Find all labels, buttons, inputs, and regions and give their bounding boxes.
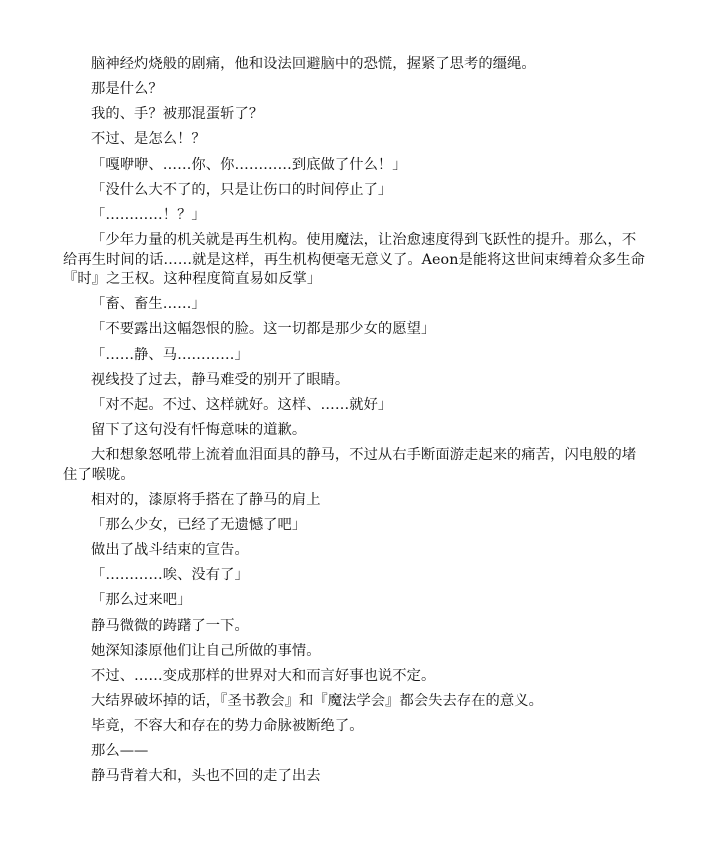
paragraph: 「对不起。不过、这样就好。这样、……就好」 xyxy=(91,396,393,413)
paragraph: 留下了这句没有忏悔意味的道歉。 xyxy=(91,422,307,439)
paragraph: 「畜、畜生……」 xyxy=(91,296,206,313)
paragraph: 她深知漆原他们让自己所做的事情。 xyxy=(91,642,321,659)
paragraph: 「嘎咿咿、……你、你…………到底做了什么！」 xyxy=(91,156,407,173)
paragraph: 「那么少女，已经了无遗憾了吧」 xyxy=(91,517,307,534)
paragraph: 视线投了过去，静马难受的别开了眼睛。 xyxy=(91,371,350,388)
paragraph: 「不要露出这幅怨恨的脸。这一切都是那少女的愿望」 xyxy=(91,321,436,338)
paragraph: 「那么过来吧」 xyxy=(91,592,192,609)
document-page xyxy=(63,55,648,793)
paragraph: 静马背着大和，头也不回的走了出去 xyxy=(91,768,321,785)
paragraph: 那么—— xyxy=(91,743,149,760)
paragraph: 「…………！？」 xyxy=(91,206,206,223)
paragraph: 大结界破坏掉的话，『圣书教会』和『魔法学会』都会失去存在的意义。 xyxy=(91,693,543,710)
paragraph: 「…………唉、没有了」 xyxy=(91,567,249,584)
paragraph: 做出了战斗结束的宣告。 xyxy=(91,542,249,559)
paragraph: 「没什么大不了的，只是让伤口的时间停止了」 xyxy=(91,181,393,198)
paragraph: 毕竟，不容大和存在的势力命脉被断绝了。 xyxy=(91,718,364,735)
paragraph: 相对的，漆原将手搭在了静马的肩上 xyxy=(91,491,321,508)
paragraph: 大和想象怒吼带上流着血泪面具的静马，不过从右手断面游走起来的痛苦，闪电般的堵住了喉咙。 xyxy=(63,447,637,483)
paragraph: 我的、手？被那混蛋斩了？ xyxy=(91,106,264,123)
paragraph: 脑神经灼烧般的剧痛，他和设法回避脑中的恐慌，握紧了思考的缰绳。 xyxy=(91,56,536,72)
paragraph: 静马微微的踌躇了一下。 xyxy=(91,617,249,634)
paragraph: 不过、……变成那样的世界对大和而言好事也说不定。 xyxy=(91,667,436,684)
paragraph: 「……静、马…………」 xyxy=(91,346,249,363)
paragraph: 那是什么？ xyxy=(91,81,163,98)
paragraph: 不过、是怎么！？ xyxy=(91,131,206,148)
paragraph: 「少年力量的机关就是再生机构。使用魔法，让治愈速度得到飞跃性的提升。那么，不给再生时间的话……就是这样，再生机构便毫无意义了。Aeon是能将这世间束缚着众多生命『时』之王权。这种程度简直易如反掌」 xyxy=(63,231,645,288)
